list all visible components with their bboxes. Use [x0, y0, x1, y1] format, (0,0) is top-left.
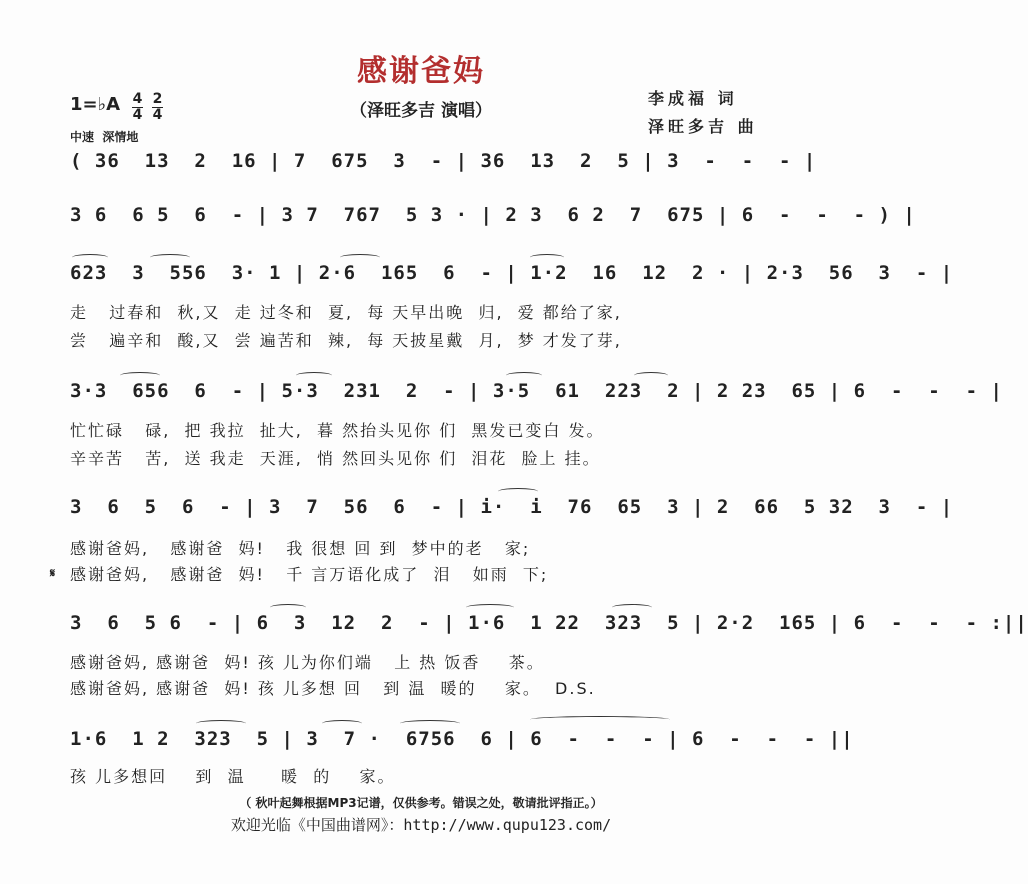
slur — [196, 720, 246, 727]
staff-4-notes: 3·3 656 6 - | 5·3 231 2 - | 3·5 61 223 2 | 2 23 65 | 6 - - - | — [70, 380, 1003, 402]
slur — [72, 254, 108, 261]
staff-3-lyric-verse-1: 走 过春和 秋,又 走 过冬和 夏, 每 天早出晚 归, 爱 都给了家, — [70, 303, 622, 322]
slur — [150, 254, 190, 261]
site-footer: 欢迎光临《中国曲谱网》：http://www.qupu123.com/ — [230, 816, 612, 834]
staff-4-lyric-verse-1: 忙忙碌 碌, 把 我拉 扯大, 暮 然抬头见你 们 黑发已变白 发。 — [70, 421, 605, 440]
tie — [530, 716, 670, 723]
staff-6-lyric-verse-1: 感谢爸妈, 感谢爸 妈! 孩 儿为你们端 上 热 饭香 茶。 — [70, 653, 545, 672]
singer-credit: （泽旺多吉 演唱） — [350, 101, 492, 121]
composer-credit: 泽旺多吉 曲 — [648, 117, 758, 136]
staff-5-lyric-verse-2: 感谢爸妈, 感谢爸 妈! 千 言万语化成了 泪 如雨 下; — [70, 565, 549, 584]
time-signature-2-4 — [152, 92, 163, 122]
slur — [530, 254, 564, 261]
slur — [612, 604, 652, 611]
tempo-marking: 中速 深情地 — [70, 130, 139, 144]
staff-5-lyric-verse-1: 感谢爸妈, 感谢爸 妈! 我 很想 回 到 梦中的老 家; — [70, 539, 531, 558]
staff-7-lyric: 孩 儿多想回 到 温 暖 的 家。 — [70, 767, 396, 786]
slur — [340, 254, 380, 261]
meter-b-denominator: 4 — [152, 107, 163, 123]
slur — [506, 372, 542, 379]
slur — [296, 372, 332, 379]
staff-3-lyric-verse-2: 尝 遍辛和 酸,又 尝 遍苦和 辣, 每 天披星戴 月, 梦 才发了芽, — [70, 331, 622, 350]
staff-1-notes: ( 36 13 2 16 | 7 675 3 - | 36 13 2 5 | 3 - - - | — [70, 150, 817, 172]
staff-2-notes: 3 6 6 5 6 - | 3 7 767 5 3 · | 2 3 6 2 7 675 | 6 - - - ) | — [70, 204, 916, 226]
segno-sign: 𝄋 — [50, 566, 56, 580]
staff-6-lyric-verse-2: 感谢爸妈, 感谢爸 妈! 孩 儿多想 回 到 温 暖的 家。 D.S. — [70, 679, 596, 698]
slur — [120, 372, 160, 379]
meter-b-numerator: 2 — [152, 91, 163, 107]
slur — [498, 488, 538, 495]
slur — [466, 604, 514, 611]
slur — [322, 720, 362, 727]
slur — [634, 372, 668, 379]
song-title: 感谢爸妈 — [357, 54, 485, 89]
staff-6-notes: 3 6 5 6 - | 6 3 12 2 - | 1·6 1 22 323 5 | 2·2 165 | 6 - - - :|| — [70, 612, 1028, 634]
meter-a-denominator: 4 — [132, 107, 143, 123]
key-signature: 1=♭A — [70, 94, 121, 115]
staff-5-notes: 3 6 5 6 - | 3 7 56 6 - | i· i 76 65 3 | 2 66 5 32 3 - | — [70, 496, 954, 518]
slur — [270, 604, 306, 611]
lyricist-credit: 李成福 词 — [648, 89, 738, 108]
transcription-footnote: （ 秋叶起舞根据MP3记谱，仅供参考。错误之处，敬请批评指正。） — [239, 796, 603, 810]
staff-4-lyric-verse-2: 辛辛苦 苦, 送 我走 天涯, 悄 然回头见你 们 泪花 脸上 挂。 — [70, 449, 601, 468]
time-signature-4-4 — [132, 92, 143, 122]
staff-7-notes: 1·6 1 2 323 5 | 3 7 · 6756 6 | 6 - - - | 6 - - - || — [70, 728, 854, 750]
meter-a-numerator: 4 — [132, 91, 143, 107]
slur — [400, 720, 460, 727]
staff-3-notes: 623 3 556 3· 1 | 2·6 165 6 - | 1·2 16 12 2 · | 2·3 56 3 - | — [70, 262, 954, 284]
